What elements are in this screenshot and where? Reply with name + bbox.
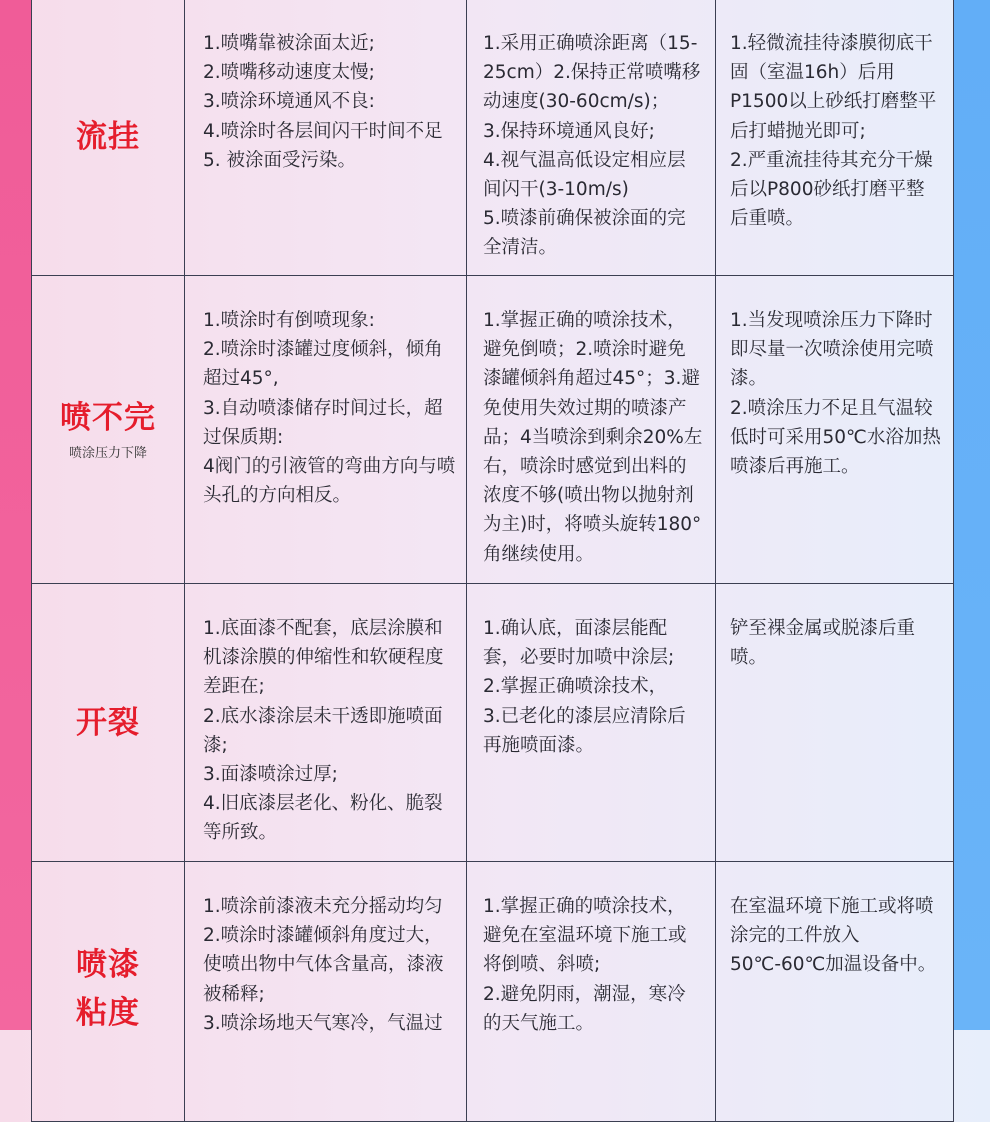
- fixes-cell: [716, 276, 954, 584]
- fix-line: 2.严重流挂待其充分干燥后以P800砂纸打磨平整后重喷。: [730, 149, 933, 230]
- table-row: [32, 584, 954, 862]
- solutions-cell: [467, 276, 716, 584]
- cause-line: 3.面漆喷涂过厚;: [203, 764, 338, 786]
- right-blue-stripe: [953, 0, 990, 1030]
- table-row: [32, 862, 954, 1122]
- solution-line: 2.掌握正确喷涂技术，: [483, 676, 668, 698]
- solutions-cell: [467, 862, 716, 1122]
- defect-name-cell: [32, 0, 185, 276]
- solution-line: 1.掌握正确的喷涂技术，避免在室温环境下施工或将倒喷、斜喷;: [483, 896, 687, 976]
- defect-name-cell: [32, 584, 185, 862]
- table-row: [32, 276, 954, 584]
- fix-line: 2.喷涂压力不足且气温较低时可采用50℃水浴加热喷漆后再施工。: [730, 397, 941, 478]
- solution-line: 3.保持环境通风良好;: [483, 120, 655, 142]
- fix-line: 1.当发现喷涂压力下降时即尽量一次喷涂使用完喷漆。: [730, 310, 934, 390]
- cause-line: 2.底水漆涂层未干透即施喷面漆;: [203, 705, 443, 756]
- cause-line: 4阀门的引液管的弯曲方向与喷头孔的方向相反。: [203, 456, 456, 507]
- solution-line: 1.采用正确喷涂距离（15-25cm）2.保持正常喷嘴移动速度(30-60cm/s)；: [483, 33, 701, 113]
- defect-name: 流挂: [76, 119, 140, 155]
- defect-name-cell: [32, 276, 185, 584]
- solution-line: 1.掌握正确的喷涂技术，避免倒喷；2.喷涂时避免漆罐倾斜角超过45°；3.避免使用失效过期的喷漆产品；4当喷涂到剩余20%左右，喷涂时感觉到出料的浓度不够(喷出物以抛射剂为主)时，将喷头旋转180°角继续使用。: [483, 310, 703, 565]
- cause-line: 3.自动喷漆储存时间过长，超过保质期:: [203, 397, 443, 448]
- cause-line: 2.喷嘴移动速度太慢;: [203, 62, 375, 84]
- solution-line: 2.避免阴雨，潮湿，寒冷的天气施工。: [483, 983, 686, 1034]
- defect-name: 粘度: [76, 995, 140, 1031]
- cause-line: 2.喷涂时漆罐倾斜角度过大，使喷出物中气体含量高，漆液被稀释;: [203, 925, 444, 1005]
- fixes-cell: [716, 0, 954, 276]
- left-pink-stripe: [0, 0, 31, 1030]
- cause-line: 1.底面漆不配套，底层涂膜和机漆涂膜的伸缩性和软硬程度差距在;: [203, 618, 444, 698]
- fix-line: 1.轻微流挂待漆膜彻底干固（室温16h）后用P1500以上砂纸打磨整平后打蜡抛光即可;: [730, 33, 937, 142]
- fix-line: 在室温环境下施工或将喷涂完的工件放入50℃-60℃加温设备中。: [730, 896, 937, 976]
- cause-line: 1.喷涂前漆液未充分摇动均匀: [203, 896, 443, 917]
- defect-subtitle: 喷涂压力下降: [68, 445, 147, 461]
- fix-line: 铲至裸金属或脱漆后重喷。: [730, 618, 916, 669]
- fixes-cell: [716, 862, 954, 1122]
- solution-line: 4.视气温高低设定相应层间闪干(3-10m/s): [483, 149, 686, 201]
- solutions-cell: [467, 0, 716, 276]
- defect-name: 喷不完: [60, 399, 156, 436]
- cause-line: 4.喷涂时各层间闪干时间不足5. 被涂面受污染。: [203, 120, 443, 171]
- solution-line: 5.喷漆前确保被涂面的完全清洁。: [483, 208, 686, 259]
- defect-name: 开裂: [76, 704, 140, 741]
- causes-cell: [185, 0, 467, 276]
- cause-line: 4.旧底漆层老化、粉化、脆裂等所致。: [203, 793, 443, 844]
- causes-cell: [185, 276, 467, 584]
- cause-line: 3.喷涂环境通风不良:: [203, 91, 375, 113]
- causes-cell: [185, 584, 467, 862]
- table-row: [32, 0, 954, 276]
- solution-line: 3.已老化的漆层应清除后再施喷面漆。: [483, 705, 686, 756]
- solution-line: 1.确认底，面漆层能配套，必要时加喷中涂层;: [483, 618, 675, 669]
- cause-line: 3.喷涂场地天气寒冷，气温过: [203, 1012, 443, 1034]
- cause-line: 2.喷涂时漆罐过度倾斜，倾角超过45°,: [203, 339, 443, 390]
- cause-line: 1.喷嘴靠被涂面太近;: [203, 33, 375, 54]
- defect-name: 喷漆: [76, 947, 140, 983]
- troubleshooting-table: [31, 0, 954, 1122]
- solutions-cell: [467, 584, 716, 862]
- cause-line: 1.喷涂时有倒喷现象:: [203, 310, 375, 331]
- causes-cell: [185, 862, 467, 1122]
- fixes-cell: [716, 584, 954, 862]
- defect-name-cell: [32, 862, 185, 1122]
